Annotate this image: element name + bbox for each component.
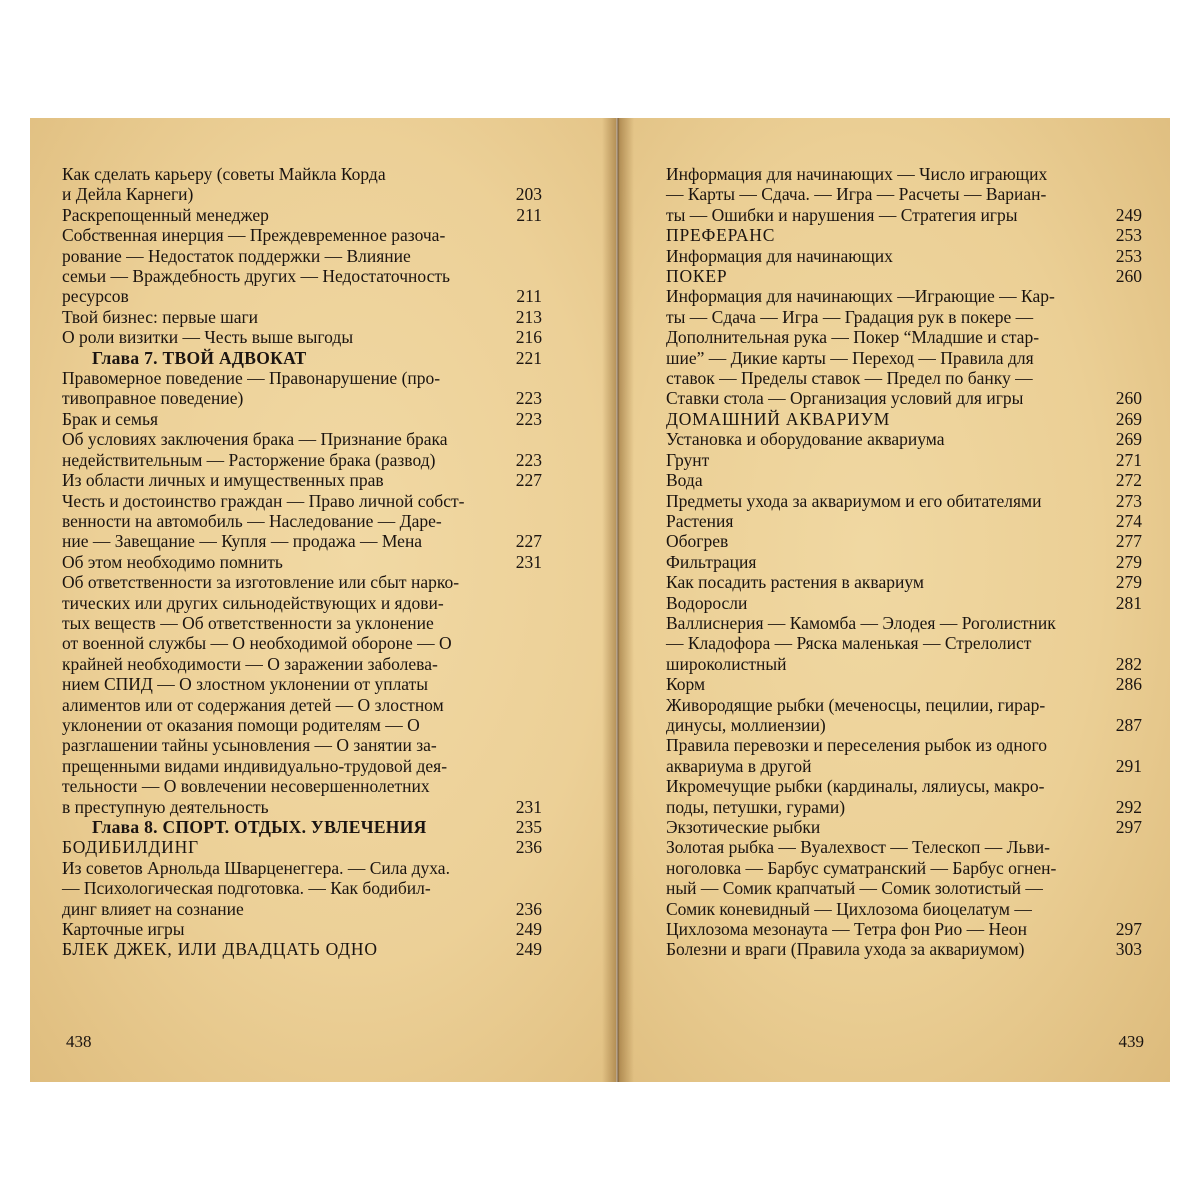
toc-entry-text: Информация для начинающих bbox=[666, 245, 893, 266]
toc-entry-page: 236 bbox=[515, 898, 542, 919]
toc-entry-text: динг влияет на сознание bbox=[62, 898, 244, 919]
toc-entry-page: 273 bbox=[1115, 490, 1142, 511]
toc-entry-text: рование — Недостаток поддержки — Влияние bbox=[62, 245, 411, 266]
toc-entry bbox=[62, 327, 542, 347]
toc-entry-page: 260 bbox=[1115, 388, 1142, 409]
toc-entry-text: Растения bbox=[666, 510, 734, 531]
toc-entry bbox=[62, 164, 542, 205]
toc-entry bbox=[62, 552, 542, 572]
toc-entry-page: 203 bbox=[515, 184, 542, 205]
toc-entry-text: Информация для начинающих —Играющие — Кар- bbox=[666, 286, 1055, 307]
toc-entry-page: 213 bbox=[515, 306, 542, 327]
toc-entry-text: ресурсов bbox=[62, 286, 129, 307]
toc-entry-page: 223 bbox=[515, 449, 542, 470]
toc-entry-text: тельности — О вовлечении несовершеннолетних bbox=[62, 776, 430, 797]
toc-entry bbox=[62, 205, 542, 225]
toc-entry-text: Глава 8. СПОРТ. ОТДЫХ. УВЛЕЧЕНИЯ bbox=[92, 817, 427, 837]
toc-entry bbox=[666, 572, 1142, 592]
toc-entry-text: Валлиснерия — Камомба — Элодея — Роголистник bbox=[666, 612, 1056, 633]
toc-entry-page: 231 bbox=[515, 551, 542, 572]
toc-entry bbox=[62, 837, 542, 857]
toc-entry-text: Как сделать карьеру (советы Майкла Корда bbox=[62, 164, 386, 184]
toc-entry-text: недействительным — Расторжение брака (развод) bbox=[62, 449, 436, 470]
toc-entry-text: разглашении тайны усыновления — О занятии за- bbox=[62, 735, 437, 756]
toc-entry-text: Честь и достоинство граждан — Право личной собст- bbox=[62, 490, 465, 511]
toc-entry-text: Предметы ухода за аквариумом и его обитателями bbox=[666, 490, 1042, 511]
toc-entry-page: 260 bbox=[1115, 266, 1142, 287]
toc-entry-text: Цихлозома мезонаута — Тетра фон Рио — Неон bbox=[666, 919, 1028, 940]
toc-entry-text: Собственная инерция — Преждевременное разоча- bbox=[62, 225, 446, 246]
toc-entry-page: 279 bbox=[1115, 551, 1142, 572]
toc-entry-page: 292 bbox=[1115, 796, 1142, 817]
table-of-contents-left bbox=[62, 164, 542, 960]
toc-entry-page: 253 bbox=[1115, 245, 1142, 266]
toc-entry-text: тивоправное поведение) bbox=[62, 388, 244, 409]
toc-entry-text: Карточные игры bbox=[62, 919, 185, 940]
toc-entry-page: 211 bbox=[516, 286, 542, 307]
toc-entry bbox=[666, 225, 1142, 245]
toc-entry-text: Экзотические рыбки bbox=[666, 817, 821, 837]
toc-entry bbox=[62, 225, 542, 307]
toc-entry-text: — Карты — Сдача. — Игра — Расчеты — Вариан- bbox=[666, 184, 1047, 205]
toc-entry-text: венности на автомобиль — Наследование — Даре- bbox=[62, 510, 442, 531]
toc-entry-page: 282 bbox=[1115, 653, 1142, 674]
toc-entry bbox=[666, 511, 1142, 531]
toc-entry bbox=[62, 817, 542, 837]
toc-entry-text: Правомерное поведение — Правонарушение (про- bbox=[62, 368, 441, 389]
left-page bbox=[30, 118, 616, 1082]
toc-entry-text: Установка и оборудование аквариума bbox=[666, 429, 945, 450]
toc-entry-text: Брак и семья bbox=[62, 408, 159, 429]
toc-entry-text: ты — Сдача — Игра — Градация рук в покере — bbox=[666, 306, 1034, 327]
toc-entry bbox=[62, 429, 542, 470]
toc-entry-text: Живородящие рыбки (меченосцы, пецилии, гирар- bbox=[666, 694, 1046, 715]
toc-entry bbox=[666, 837, 1142, 939]
toc-entry-text: ДОМАШНИЙ АКВАРИУМ bbox=[666, 408, 891, 429]
toc-entry-text: О роли визитки — Честь выше выгоды bbox=[62, 327, 354, 348]
toc-entry-text: ставок — Пределы ставок — Предел по банку — bbox=[666, 368, 1033, 389]
toc-entry-page: 274 bbox=[1115, 510, 1142, 531]
toc-entry bbox=[666, 470, 1142, 490]
toc-entry-page: 271 bbox=[1115, 449, 1142, 470]
toc-entry-page: 236 bbox=[515, 837, 542, 858]
toc-entry-text: ный — Сомик крапчатый — Сомик золотистый — bbox=[666, 878, 1043, 899]
toc-entry bbox=[666, 613, 1142, 674]
toc-entry-text: Обогрев bbox=[666, 531, 729, 552]
toc-entry-text: БЛЕК ДЖЕК, ИЛИ ДВАДЦАТЬ ОДНО bbox=[62, 939, 378, 960]
toc-entry-page: 287 bbox=[1115, 714, 1142, 735]
toc-entry-text: ПРЕФЕРАНС bbox=[666, 225, 776, 246]
toc-entry bbox=[62, 348, 542, 368]
toc-entry-text: Информация для начинающих — Число играющих bbox=[666, 164, 1048, 184]
toc-entry bbox=[666, 409, 1142, 429]
right-page bbox=[618, 118, 1170, 1082]
toc-entry-text: Корм bbox=[666, 674, 706, 695]
toc-entry-page: 221 bbox=[515, 347, 542, 368]
toc-entry bbox=[666, 164, 1142, 225]
toc-entry-text: от военной службы — О необходимой обороне — О bbox=[62, 633, 452, 654]
toc-entry-page: 269 bbox=[1115, 429, 1142, 450]
toc-entry-page: 223 bbox=[515, 408, 542, 429]
toc-entry-text: Об условиях заключения брака — Признание брака bbox=[62, 429, 448, 450]
toc-entry bbox=[62, 368, 542, 409]
toc-entry-text: Твой бизнес: первые шаги bbox=[62, 306, 259, 327]
toc-entry bbox=[62, 307, 542, 327]
toc-entry-text: тических или других сильнодействующих и ядови- bbox=[62, 592, 444, 613]
toc-entry-text: Дополнительная рука — Покер “Младшие и стар- bbox=[666, 327, 1040, 348]
toc-entry-page: 223 bbox=[515, 388, 542, 409]
toc-entry-page: 303 bbox=[1115, 939, 1142, 960]
toc-entry bbox=[666, 450, 1142, 470]
toc-entry bbox=[666, 674, 1142, 694]
toc-entry-text: Правила перевозки и переселения рыбок из одного bbox=[666, 735, 1048, 756]
toc-entry-text: Сомик коневидный — Цихлозома биоцелатум — bbox=[666, 898, 1032, 919]
page-number-left: 438 bbox=[66, 1032, 92, 1051]
toc-entry bbox=[666, 695, 1142, 736]
toc-entry-page: 281 bbox=[1115, 592, 1142, 613]
toc-entry-text: прещенными видами индивидуально-трудовой дея- bbox=[62, 755, 448, 776]
toc-entry bbox=[666, 246, 1142, 266]
toc-entry-text: уклонении от оказания помощи родителям — О bbox=[62, 714, 420, 735]
toc-entry-text: тых веществ — Об ответственности за уклонение bbox=[62, 612, 434, 633]
toc-entry bbox=[62, 572, 542, 817]
toc-entry-page: 286 bbox=[1115, 674, 1142, 695]
toc-entry-page: 291 bbox=[1115, 755, 1142, 776]
toc-entry-text: шие” — Дикие карты — Переход — Правила для bbox=[666, 347, 1034, 368]
toc-entry-text: ноголовка — Барбус суматранский — Барбус огнен- bbox=[666, 857, 1057, 878]
toc-entry-page: 249 bbox=[515, 919, 542, 940]
toc-entry-page: 272 bbox=[1115, 470, 1142, 491]
toc-entry-page: 235 bbox=[515, 817, 542, 837]
toc-entry-page: 231 bbox=[515, 796, 542, 817]
toc-entry-text: Вода bbox=[666, 470, 703, 491]
toc-entry-page: 297 bbox=[1115, 919, 1142, 940]
toc-entry-text: крайней необходимости — О заражении заболева- bbox=[62, 653, 438, 674]
toc-entry-text: Об ответственности за изготовление или сбыт нарко- bbox=[62, 572, 460, 593]
toc-entry-text: ты — Ошибки и нарушения — Стратегия игры bbox=[666, 204, 1018, 225]
toc-entry bbox=[666, 776, 1142, 817]
toc-entry bbox=[62, 919, 542, 939]
toc-entry bbox=[62, 858, 542, 919]
toc-entry-text: Водоросли bbox=[666, 592, 748, 613]
toc-entry-text: ПОКЕР bbox=[666, 266, 728, 287]
toc-entry-text: Из советов Арнольда Шварценеггера. — Сила духа. bbox=[62, 857, 450, 878]
toc-entry-text: Глава 7. ТВОЙ АДВОКАТ bbox=[92, 347, 307, 368]
toc-entry-text: динусы, моллиензии) bbox=[666, 714, 826, 735]
toc-entry-text: широколистный bbox=[666, 653, 787, 674]
toc-entry-text: БОДИБИЛДИНГ bbox=[62, 837, 199, 858]
toc-entry-text: Раскрепощенный менеджер bbox=[62, 204, 269, 225]
toc-entry-text: ние — Завещание — Купля — продажа — Мена bbox=[62, 531, 423, 552]
toc-entry-page: 249 bbox=[1115, 204, 1142, 225]
toc-entry-text: Золотая рыбка — Вуалехвост — Телескоп — Льви- bbox=[666, 837, 1050, 858]
page-number-right: 439 bbox=[1118, 1032, 1144, 1051]
toc-entry bbox=[666, 939, 1142, 959]
book-gutter bbox=[602, 118, 634, 1082]
toc-entry bbox=[666, 286, 1142, 408]
toc-entry bbox=[62, 470, 542, 490]
toc-entry-text: аквариума в другой bbox=[666, 755, 812, 776]
toc-entry bbox=[666, 266, 1142, 286]
toc-entry bbox=[666, 552, 1142, 572]
toc-entry-page: 297 bbox=[1115, 817, 1142, 837]
toc-entry-page: 277 bbox=[1115, 531, 1142, 552]
toc-entry bbox=[666, 531, 1142, 551]
toc-entry-text: Грунт bbox=[666, 449, 710, 470]
toc-entry-page: 227 bbox=[515, 531, 542, 552]
toc-entry-page: 269 bbox=[1115, 408, 1142, 429]
toc-entry-text: Как посадить растения в аквариум bbox=[666, 572, 924, 593]
toc-entry-text: Ставки стола — Организация условий для игры bbox=[666, 388, 1024, 409]
toc-entry-text: и Дейла Карнеги) bbox=[62, 184, 194, 205]
toc-entry bbox=[666, 491, 1142, 511]
toc-entry-text: — Кладофора — Ряска маленькая — Стрелолист bbox=[666, 633, 1032, 654]
toc-entry bbox=[666, 817, 1142, 837]
toc-entry bbox=[62, 939, 542, 959]
toc-entry-page: 216 bbox=[515, 327, 542, 348]
toc-entry-text: поды, петушки, гурами) bbox=[666, 796, 846, 817]
toc-entry-text: Из области личных и имущественных прав bbox=[62, 470, 384, 491]
toc-entry-page: 253 bbox=[1115, 225, 1142, 246]
toc-entry-text: семьи — Враждебность других — Недостаточность bbox=[62, 266, 450, 287]
toc-entry-text: Фильтрация bbox=[666, 551, 757, 572]
toc-entry-text: — Психологическая подготовка. — Как бодибил- bbox=[62, 878, 431, 899]
toc-entry-text: Болезни и враги (Правила ухода за аквариумом) bbox=[666, 939, 1025, 960]
toc-entry-text: Икромечущие рыбки (кардиналы, лялиусы, макро- bbox=[666, 776, 1045, 797]
toc-entry bbox=[666, 593, 1142, 613]
toc-entry-text: алиментов или от содержания детей — О злостном bbox=[62, 694, 444, 715]
toc-entry-text: в преступную деятельность bbox=[62, 796, 269, 817]
toc-entry bbox=[62, 491, 542, 552]
toc-entry bbox=[62, 409, 542, 429]
toc-entry-page: 227 bbox=[515, 470, 542, 491]
table-of-contents-right bbox=[666, 164, 1142, 960]
toc-entry-page: 279 bbox=[1115, 572, 1142, 593]
open-book bbox=[30, 118, 1170, 1082]
toc-entry-page: 249 bbox=[515, 939, 542, 960]
toc-entry bbox=[666, 429, 1142, 449]
toc-entry-text: Об этом необходимо помнить bbox=[62, 551, 283, 572]
toc-entry-page: 211 bbox=[516, 204, 542, 225]
toc-entry bbox=[666, 735, 1142, 776]
toc-entry-text: нием СПИД — О злостном уклонении от уплаты bbox=[62, 674, 429, 695]
